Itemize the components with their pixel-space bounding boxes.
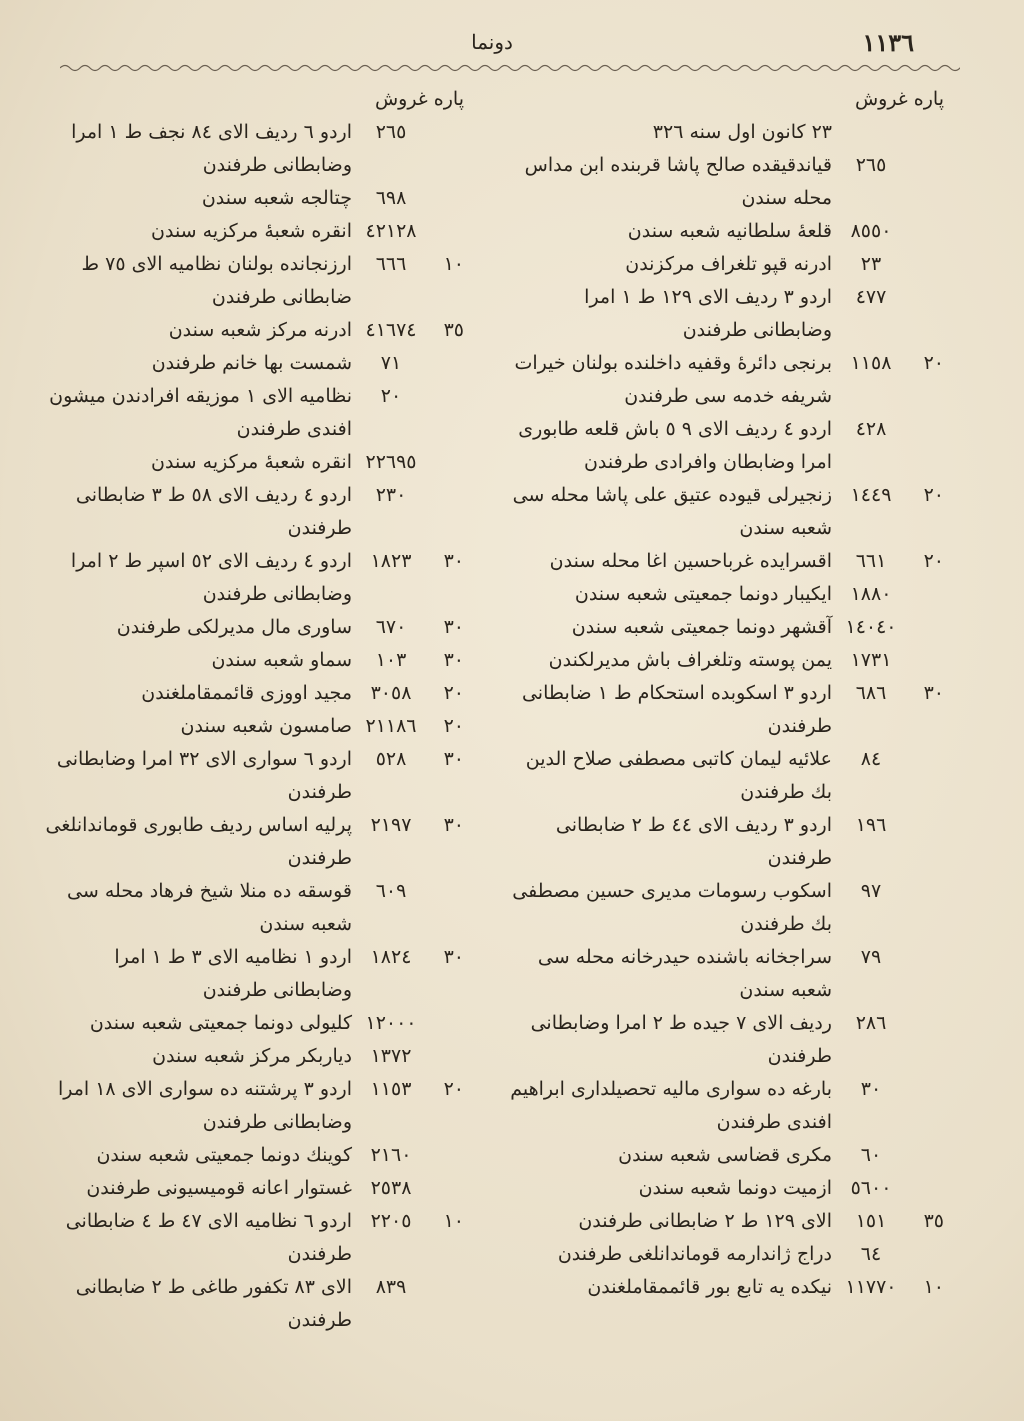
column-heading: پاره غروش — [854, 88, 944, 110]
amount-para — [910, 1007, 944, 1040]
ledger-entry — [34, 1172, 464, 1205]
amount — [832, 248, 944, 281]
entry-text: ادرنه مركز شعبه سندن — [168, 319, 352, 341]
ledger-entry — [504, 1073, 944, 1139]
amount-gurus: ۱۸۸۰ — [850, 583, 892, 605]
amount — [832, 743, 944, 776]
amount-para — [910, 413, 944, 446]
amount — [352, 941, 464, 974]
amount-para: ۲۰ — [443, 682, 464, 704]
ledger-entry — [34, 314, 464, 347]
entry-text: بارغه ده سواری ماليه تحصيلداری ابراهيم افندی طرفندن — [510, 1078, 832, 1133]
ledger-entry — [504, 248, 944, 281]
entry-text: ساوری مال مديرلكی طرفندن — [116, 616, 352, 638]
entry-text: ازميت دونما شعبه سندن — [638, 1177, 832, 1199]
entry-text: اقسرايده غرباحسين اغا محله سندن — [549, 550, 832, 572]
ledger-entry — [504, 1007, 944, 1073]
amount — [352, 710, 464, 743]
entry-text: قلعهٔ سلطانيه شعبه سندن — [627, 220, 832, 242]
entry-text: كليولی دونما جمعيتی شعبه سندن — [89, 1012, 352, 1034]
ledger-entry — [34, 380, 464, 446]
amount-para — [430, 446, 464, 479]
amount — [832, 941, 944, 974]
entry-text: اردو ٦ رديف الای ۸٤ نجف ط ۱ امرا وضابطانی طرفندن — [71, 121, 352, 176]
entry-text: اردو ٤ رديف الای ۹ ٥ باش قلعه طابوری امرا وضابطان وافرادی طرفندن — [518, 418, 832, 473]
ledger-entry — [504, 281, 944, 347]
header-rule — [60, 62, 960, 74]
entry-text: اردو ٤ رديف الای ٥۲ اسپر ط ۲ امرا وضابطانی طرفندن — [70, 550, 352, 605]
amount — [352, 347, 464, 380]
entry-text: صامسون شعبه سندن — [180, 715, 352, 737]
entry-text: سراجخانه باشنده حيدرخانه محله سی شعبه سندن — [537, 946, 832, 1001]
amount — [832, 281, 944, 314]
amount — [832, 1271, 944, 1304]
amount-gurus: ٦۸٦ — [855, 682, 887, 704]
amount — [352, 1040, 464, 1073]
entry-text: برنجی دائرهٔ وقفيه داخلنده بولنان خيرات شريفه خدمه سی طرفندن — [514, 352, 832, 407]
ledger-entry — [504, 875, 944, 941]
amount-para: ۳۰ — [443, 649, 464, 671]
amount — [832, 479, 944, 512]
amount — [352, 446, 464, 479]
amount-gurus: ۱۸۲۳ — [370, 550, 412, 572]
amount — [832, 1007, 944, 1040]
amount — [832, 215, 944, 248]
entry-text: مكری قضاسی شعبه سندن — [618, 1144, 832, 1166]
amount-gurus: ۲۰ — [380, 385, 402, 407]
entry-text: قياندقيقده صالح پاشا قربنده ابن مداس محله سندن — [524, 154, 832, 209]
amount-para — [910, 149, 944, 182]
ledger-entry — [34, 1139, 464, 1172]
amount-para: ۱۰ — [923, 1276, 944, 1298]
entry-text: سماو شعبه سندن — [211, 649, 352, 671]
left-column — [34, 82, 464, 1337]
ledger-entry — [504, 611, 944, 644]
ledger-entry — [34, 1040, 464, 1073]
amount — [352, 1271, 464, 1304]
amount — [832, 644, 944, 677]
amount-gurus: ٦۹۸ — [375, 187, 407, 209]
entry-text: مجيد اووزی قائممقاملغندن — [141, 682, 352, 704]
amount-gurus: ٥۲۸ — [375, 748, 407, 770]
amount-para — [910, 1073, 944, 1106]
amount — [352, 116, 464, 149]
entry-text: اردو ٤ رديف الای ٥۸ ط ۳ ضابطانی طرفندن — [75, 484, 352, 539]
amount-gurus: ٦٤ — [860, 1243, 882, 1265]
entry-text: علائيه ليمان كاتبی مصطفی صلاح الدين بك طرفندن — [525, 748, 832, 803]
ledger-entry — [34, 248, 464, 314]
ledger-entry — [34, 1073, 464, 1139]
ledger-entry — [504, 413, 944, 479]
amount — [832, 578, 944, 611]
entry-text: قوسقه ده منلا شيخ فرهاد محله سی شعبه سندن — [67, 880, 352, 935]
amount-para — [430, 1007, 464, 1040]
ledger-entry — [504, 809, 944, 875]
entry-text: اردو ۱ نظاميه الای ۳ ط ۱ امرا وضابطانی طرفندن — [114, 946, 352, 1001]
amount-gurus: ۲۱۱۸٦ — [365, 715, 417, 737]
amount-gurus: ۲٥۳۸ — [370, 1177, 412, 1199]
amount — [352, 875, 464, 908]
amount-para — [430, 479, 464, 512]
entry-text: اسكوب رسومات مديری حسين مصطفی بك طرفندن — [512, 880, 832, 935]
entry-text: زنجيرلی قيوده عتيق علی پاشا محله سی شعبه سندن — [512, 484, 832, 539]
entry-text: اردو ٦ سواری الای ۳۲ امرا وضابطانی طرفندن — [56, 748, 352, 803]
amount-gurus: ۱۳۷۲ — [370, 1045, 412, 1067]
ledger-entry — [504, 1172, 944, 1205]
amount — [352, 1007, 464, 1040]
amount-para: ۳۰ — [443, 616, 464, 638]
ledger-entry — [504, 1205, 944, 1238]
amount-para — [430, 215, 464, 248]
amount-para — [910, 1238, 944, 1271]
amount-gurus: ۳۰٥۸ — [370, 682, 412, 704]
amount — [832, 1139, 944, 1172]
entry-text: چتالجه شعبه سندن — [201, 187, 352, 209]
entry-text: ارزنجانده بولنان نظاميه الای ۷٥ ط ضابطانی طرفندن — [81, 253, 352, 308]
amount-gurus: ٥٦۰۰ — [850, 1177, 892, 1199]
amount-gurus: ۷۹ — [860, 946, 882, 968]
entry-text: شمست بها خانم طرفندن — [151, 352, 352, 374]
amount-para: ۳٥ — [923, 1210, 944, 1232]
amount-para: ۲۰ — [923, 352, 944, 374]
ledger-entry — [34, 710, 464, 743]
ledger-entry — [504, 941, 944, 1007]
amount-gurus: ٦۷۰ — [375, 616, 407, 638]
entry-text: الای ۸۳ تكفور طاغی ط ۲ ضابطانی طرفندن — [75, 1276, 352, 1331]
amount-gurus: ۲۱٦۰ — [370, 1144, 412, 1166]
amount — [352, 1139, 464, 1172]
ledger-entry — [34, 1271, 464, 1337]
amount — [352, 380, 464, 413]
amount — [352, 479, 464, 512]
amount-gurus: ۷۱ — [380, 352, 402, 374]
entry-text: اردو ۳ پرشتنه ده سواری الای ۱۸ امرا وضابطانی طرفندن — [57, 1078, 352, 1133]
amount-gurus: ۱۱۷۷۰ — [845, 1276, 897, 1298]
entry-text: انقره شعبهٔ مركزيه سندن — [151, 220, 352, 242]
entry-text: رديف الای ۷ جيده ط ۲ امرا وضابطانی طرفندن — [530, 1012, 832, 1067]
amount — [832, 347, 944, 380]
amount — [352, 1172, 464, 1205]
amount — [832, 1073, 944, 1106]
entry-text: آقشهر دونما جمعيتی شعبه سندن — [571, 616, 832, 638]
amount-gurus: ٤۲۱۲۸ — [365, 220, 417, 242]
entry-text: پرليه اساس رديف طابوری قوماندانلغی طرفندن — [45, 814, 352, 869]
ledger-entry — [34, 677, 464, 710]
amount-para — [910, 248, 944, 281]
amount-gurus: ۲۲٦۹٥ — [365, 451, 417, 473]
ledger-entry — [34, 1205, 464, 1271]
amount-para — [910, 743, 944, 776]
amount — [832, 1205, 944, 1238]
ledger-entry — [34, 941, 464, 1007]
ledger-entry — [34, 644, 464, 677]
amount-gurus: ۲٦٥ — [855, 154, 887, 176]
amount-para — [910, 875, 944, 908]
ledger-entry — [504, 1238, 944, 1271]
amount — [352, 248, 464, 281]
amount-gurus: ۳۰ — [860, 1078, 882, 1100]
entry-text: اردو ٦ نظاميه الای ٤۷ ط ٤ ضابطانی طرفندن — [65, 1210, 352, 1265]
amount-gurus: ۱۱٥۸ — [850, 352, 892, 374]
amount-para — [430, 1172, 464, 1205]
amount-para — [910, 941, 944, 974]
amount-gurus: ٦٦٦ — [375, 253, 407, 275]
amount-para: ۳۰ — [443, 814, 464, 836]
amount-para — [430, 347, 464, 380]
ledger-entry — [34, 809, 464, 875]
amount-gurus: ٦۰۹ — [375, 880, 407, 902]
ledger-entry — [34, 545, 464, 611]
amount — [832, 413, 944, 446]
amount — [832, 1172, 944, 1205]
amount — [352, 743, 464, 776]
amount — [352, 809, 464, 842]
amount-gurus: ۱٥۱ — [855, 1210, 887, 1232]
entry-text: ادرنه قپو تلغراف مركزندن — [625, 253, 832, 275]
ledger-entry — [504, 1139, 944, 1172]
amount — [832, 611, 944, 644]
amount-gurus: ۹۷ — [860, 880, 882, 902]
amount-para — [430, 875, 464, 908]
amount — [352, 644, 464, 677]
amount — [352, 182, 464, 215]
entry-text: ۲۳ كانون اول سنه ۳۲٦ — [652, 121, 832, 143]
amount-gurus: ۱٤٤۹ — [850, 484, 892, 506]
amount-para: ۱۰ — [443, 253, 464, 275]
ledger-entry — [34, 116, 464, 182]
ledger-entry — [34, 347, 464, 380]
amount-para: ۲۰ — [443, 715, 464, 737]
amount-para: ۳۰ — [443, 748, 464, 770]
entry-text: اردو ۳ اسكوبده استحكام ط ۱ ضابطانی طرفندن — [521, 682, 832, 737]
amount-para — [910, 809, 944, 842]
amount-gurus: ٤۱٦۷٤ — [365, 319, 417, 341]
amount-para — [430, 116, 464, 149]
amount — [832, 1238, 944, 1271]
amount-para: ۲۰ — [443, 1078, 464, 1100]
ledger-entry — [34, 743, 464, 809]
amount-gurus: ۲۱۹۷ — [370, 814, 412, 836]
ledger-entry — [34, 182, 464, 215]
amount-gurus: ۱۷۳۱ — [850, 649, 892, 671]
amount-gurus: ٤۷۷ — [855, 286, 887, 308]
amount-gurus: ۲٦٥ — [375, 121, 407, 143]
amount-gurus: ۱۸۲٤ — [370, 946, 412, 968]
amount-para: ۲۰ — [923, 484, 944, 506]
ledger-entry — [504, 116, 944, 149]
entry-text: الای ۱۲۹ ط ۲ ضابطانی طرفندن — [578, 1210, 832, 1232]
entry-text: كوينك دونما جمعيتی شعبه سندن — [96, 1144, 352, 1166]
entry-text: غستوار اعانه قوميسيونی طرفندن — [86, 1177, 352, 1199]
amount — [352, 677, 464, 710]
ledger-entry — [504, 1271, 944, 1304]
right-column — [504, 82, 944, 1304]
amount-para — [910, 644, 944, 677]
ledger-entry — [504, 149, 944, 215]
ledger-entry — [34, 611, 464, 644]
amount-para: ۱۰ — [443, 1210, 464, 1232]
amount-gurus: ۸٥٥۰ — [850, 220, 892, 242]
entry-text: اردو ۳ رديف الای ٤٤ ط ۲ ضابطانی طرفندن — [555, 814, 832, 869]
amount — [352, 215, 464, 248]
ledger-entry — [504, 677, 944, 743]
amount-para — [910, 281, 944, 314]
ledger-entry — [504, 479, 944, 545]
amount-gurus: ٦۰ — [860, 1144, 882, 1166]
amount-para — [910, 611, 944, 644]
running-title: دونما — [471, 30, 513, 54]
ledger-entry — [34, 875, 464, 941]
amount-gurus: ۲۳۰ — [375, 484, 407, 506]
ledger-entry — [504, 215, 944, 248]
amount — [352, 545, 464, 578]
amount-para: ۳۰ — [443, 946, 464, 968]
amount-gurus: ۱۹٦ — [855, 814, 887, 836]
amount — [832, 875, 944, 908]
amount-gurus: ۱۰۳ — [375, 649, 407, 671]
amount-para — [910, 1172, 944, 1205]
ledger-entry — [34, 215, 464, 248]
amount-gurus: ۲۳ — [860, 253, 882, 275]
amount — [352, 1073, 464, 1106]
amount — [832, 545, 944, 578]
amount-gurus: ٦٦۱ — [855, 550, 887, 572]
column-heading: پاره غروش — [374, 88, 464, 110]
amount-para — [910, 578, 944, 611]
page-header — [70, 28, 914, 60]
amount-para: ۳۰ — [443, 550, 464, 572]
amount-para: ۲۰ — [923, 550, 944, 572]
ledger-entry — [34, 446, 464, 479]
amount-para — [430, 1271, 464, 1304]
amount — [352, 314, 464, 347]
amount-gurus: ٤۲۸ — [855, 418, 887, 440]
ledger-entry — [504, 743, 944, 809]
ledger-entry — [34, 479, 464, 545]
amount-para — [910, 1139, 944, 1172]
ledger-entry — [504, 578, 944, 611]
amount-gurus: ۱٤۰٤۰ — [845, 616, 897, 638]
entry-text: دياربكر مركز شعبه سندن — [152, 1045, 352, 1067]
entry-text: يمن پوسته وتلغراف باش مديرلكندن — [548, 649, 832, 671]
amount-gurus: ۸۳۹ — [375, 1276, 407, 1298]
entry-text: اردو ۳ رديف الای ۱۲۹ ط ۱ امرا وضابطانی طرفندن — [584, 286, 832, 341]
amount — [832, 809, 944, 842]
amount-para — [430, 1139, 464, 1172]
ledger-entry — [504, 545, 944, 578]
amount-gurus: ۲۸٦ — [855, 1012, 887, 1034]
ledger-entry — [34, 1007, 464, 1040]
amount — [352, 1205, 464, 1238]
entry-text: ايكيبار دونما جمعيتی شعبه سندن — [574, 583, 832, 605]
amount-para — [430, 182, 464, 215]
amount-gurus: ۱۲۰۰۰ — [365, 1012, 417, 1034]
ledger-entry — [504, 347, 944, 413]
amount-gurus: ۸٤ — [860, 748, 882, 770]
entry-text: انقره شعبهٔ مركزيه سندن — [151, 451, 352, 473]
page-number: ۱۱۳٦ — [862, 28, 914, 57]
ledger-entry — [504, 644, 944, 677]
amount-para — [430, 380, 464, 413]
amount-para: ۳٥ — [443, 319, 464, 341]
amount-gurus: ۱۱٥۳ — [370, 1078, 412, 1100]
amount — [832, 149, 944, 182]
entry-text: نظاميه الای ۱ موزيقه افرادندن ميشون افندی طرفندن — [49, 385, 352, 440]
amount-para — [910, 215, 944, 248]
entry-text: نيكده يه تابع بور قائممقاملغندن — [587, 1276, 832, 1298]
amount — [832, 677, 944, 710]
amount-para: ۳۰ — [923, 682, 944, 704]
amount — [352, 611, 464, 644]
amount-para — [430, 1040, 464, 1073]
amount-gurus: ۲۲۰٥ — [370, 1210, 412, 1232]
entry-text: دراج ژاندارمه قوماندانلغی طرفندن — [557, 1243, 832, 1265]
